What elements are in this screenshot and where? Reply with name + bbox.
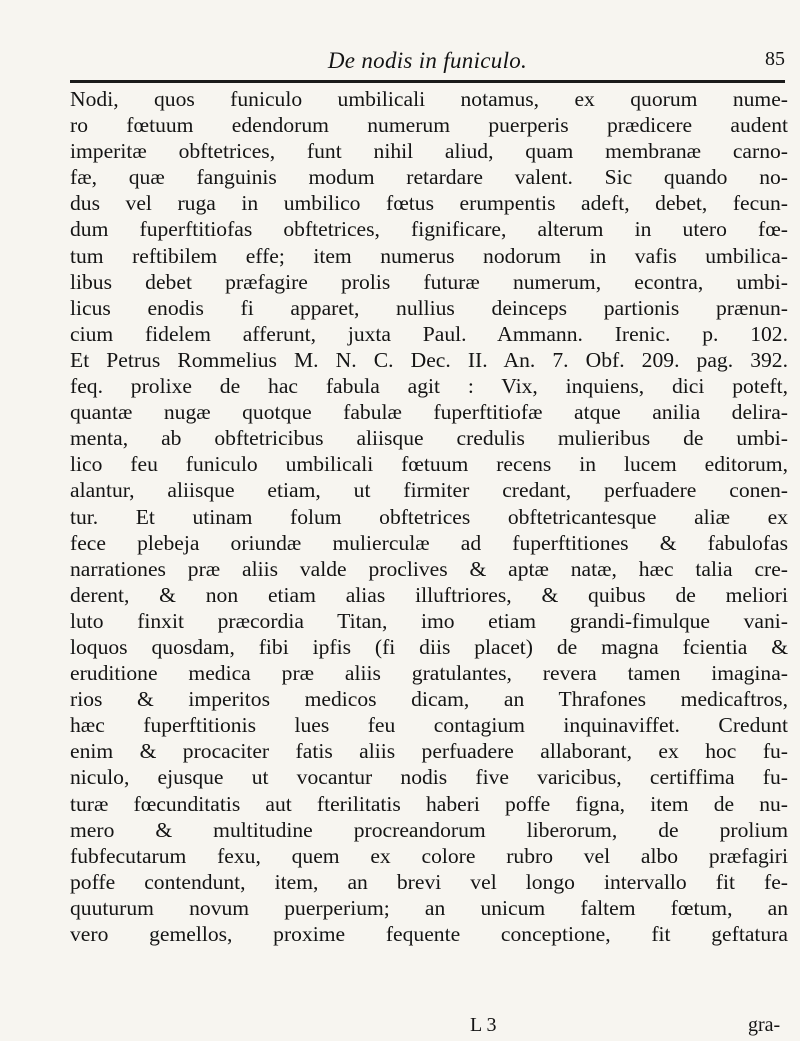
text-line: quuturum novum puerperium; an unicum faltem fœtum, an [70, 895, 788, 920]
text-line: lico feu funiculo umbilicali fœtuum recens in lucem editorum, [70, 452, 788, 477]
body-text [70, 86, 788, 947]
text-line: enim & procaciter fatis aliis perfuadere allaborant, ex hoc fu- [70, 739, 788, 764]
text-line: mero & multitudine procreandorum liberorum, de prolium [70, 817, 788, 842]
running-title: De nodis in funiculo. [327, 48, 528, 73]
text-line: fubfecutarum fexu, quem ex colore rubro vel albo præfagiri [70, 843, 788, 868]
text-line: rios & imperitos medicos dicam, an Thrafones medicaftros, [70, 687, 788, 712]
text-line: alantur, aliisque etiam, ut firmiter credant, perfuadere conen- [70, 478, 788, 503]
text-line: feq. prolixe de hac fabula agit : Vix, inquiens, dici poteft, [70, 374, 788, 399]
header-rule [70, 80, 785, 83]
text-line: turæ fœcunditatis aut fterilitatis haberi poffe figna, item de nu- [70, 791, 788, 816]
text-line: loquos quosdam, fibi ipfis (fi diis placet) de magna fcientia & [70, 634, 788, 659]
text-line: licus enodis fi apparet, nullius deinceps partionis prænun- [70, 295, 788, 320]
text-line: vero gemellos, proxime fequente conceptione, fit geftatura [70, 922, 788, 946]
text-line: poffe contendunt, item, an brevi vel longo intervallo fit fe- [70, 869, 788, 894]
text-line: fæ, quæ fanguinis modum retardare valent. Sic quando no- [70, 165, 788, 190]
text-line: dus vel ruga in umbilico fœtus erumpentis adeft, debet, fecun- [70, 191, 788, 216]
text-line: derent, & non etiam alias illuftriores, & quibus de meliori [70, 582, 788, 607]
page-number: 85 [765, 48, 785, 70]
text-line: hæc fuperftitionis lues feu contagium inquinaviffet. Credunt [70, 713, 788, 738]
text-line: Et Petrus Rommelius M. N. C. Dec. II. An. 7. Obf. 209. pag. 392. [70, 347, 788, 372]
text-line: niculo, ejusque ut vocantur nodis five varicibus, certiffima fu- [70, 765, 788, 790]
text-line: quantæ nugæ quotque fabulæ fuperftitiofæ atque anilia delira- [70, 400, 788, 425]
text-line: tur. Et utinam folum obftetrices obftetricantesque aliæ ex [70, 504, 788, 529]
text-line: menta, ab obftetricibus aliisque credulis mulieribus de umbi- [70, 426, 788, 451]
text-line: tum reftibilem effe; item numerus nodorum in vafis umbilica- [70, 243, 788, 268]
text-line: eruditione medica præ aliis gratulantes, revera tamen imagina- [70, 661, 788, 686]
text-line: imperitæ obftetrices, funt nihil aliud, quam membranæ carno- [70, 139, 788, 164]
text-line: dum fuperftitiofas obftetrices, fignificare, alterum in utero fœ- [70, 217, 788, 242]
text-line: narrationes præ aliis valde proclives & aptæ natæ, hæc talia cre- [70, 556, 788, 581]
text-line: ro fœtuum edendorum numerum puerperis prædicere audent [70, 113, 788, 138]
catchword: gra- [748, 1014, 781, 1036]
text-line: fece plebeja oriundæ mulierculæ ad fuperftitiones & fabulofas [70, 530, 788, 555]
text-line: cium fidelem afferunt, juxta Paul. Ammann. Irenic. p. 102. [70, 321, 788, 346]
running-head [70, 44, 785, 84]
text-line: Nodi, quos funiculo umbilicali notamus, ex quorum nume- [70, 87, 788, 111]
text-line: luto finxit præcordia Titan, imo etiam grandi-fimulque vani- [70, 608, 788, 633]
signature-mark: L 3 [470, 1014, 497, 1036]
text-line: libus debet præfagire prolis futuræ numerum, econtra, umbi- [70, 269, 788, 294]
